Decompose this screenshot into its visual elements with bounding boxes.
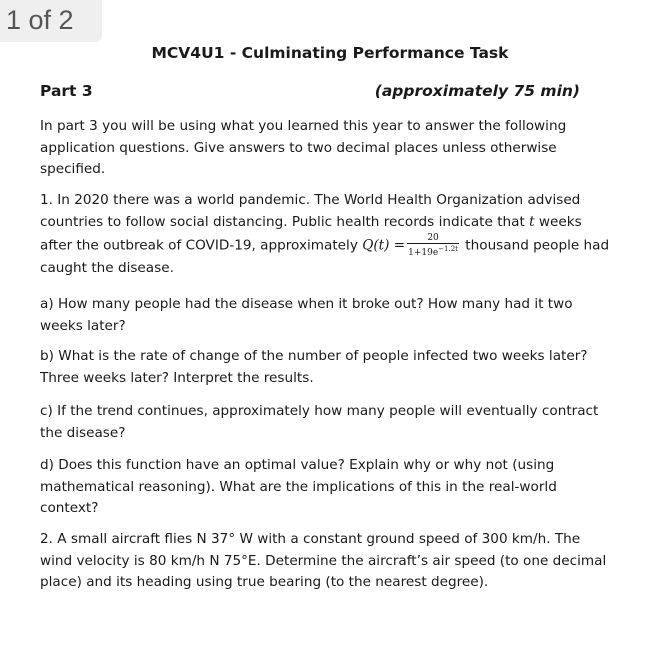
q1-text-after: thousand people had caught the disease. [40, 237, 610, 276]
document-title: MCV4U1 - Culminating Performance Task [151, 44, 509, 62]
question-1d: d) Does this function have an optimal value? Explain why or why not (using mathematical reasoning). What are the implications of this in the real-world context? [40, 457, 557, 516]
fraction-denominator [407, 244, 459, 258]
q1-function-label: Q(t) = [362, 237, 406, 254]
question-1b: b) What is the rate of change of the number of people infected two weeks later? Three weeks later? Interpret the results. [40, 348, 588, 386]
question-2: 2. A small aircraft flies N 37° W with a constant ground speed of 300 km/h. The wind velocity is 80 km/h N 75°E. Determine the aircraft’s air speed (to one decimal place) and its heading using true bearing (to the nearest degree). [40, 531, 607, 590]
denominator-base: 1+19e [408, 248, 439, 258]
intro-paragraph: In part 3 you will be using what you learned this year to answer the following application questions. Give answers to two decimal places unless otherwise specified. [40, 118, 567, 177]
q1-text-before: 1. In 2020 there was a world pandemic. The World Health Organization advised countries to follow social distancing. Public health records indicate that [40, 192, 581, 230]
q1-text-middle: weeks after the outbreak of COVID-19, approximately [40, 213, 582, 254]
fraction-numerator: 20 [407, 233, 459, 244]
time-estimate: (approximately 75 min) [374, 82, 580, 100]
part-label: Part 3 [40, 82, 93, 100]
question-1a: a) How many people had the disease when it broke out? How many had it two weeks later? [40, 296, 573, 334]
denominator-exponent: −1.2t [438, 245, 458, 253]
q1-fraction [407, 233, 459, 258]
q1-variable-t: t [529, 213, 535, 230]
question-1 [40, 190, 615, 280]
page-indicator: 1 of 2 [0, 0, 102, 42]
question-1c: c) If the trend continues, approximately how many people will eventually contract the disease? [40, 403, 599, 441]
